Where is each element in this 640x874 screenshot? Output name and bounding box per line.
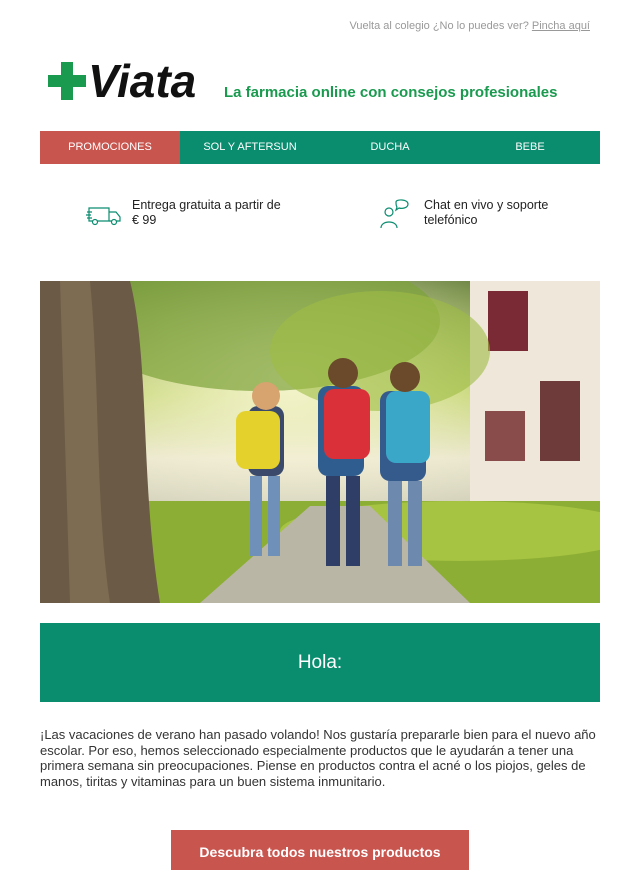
hero-image[interactable] [40,281,600,603]
preheader [349,20,590,32]
hero-image-graphic [40,281,600,603]
discover-products-button[interactable]: Descubra todos nuestros productos [171,830,469,870]
feature-free-delivery-text: Entrega gratuita a partir de € 99 [132,198,281,227]
main-nav [40,131,600,164]
preheader-text: Vuelta al colegio ¿No lo puedes ver? [349,20,529,32]
nav-item-sol-aftersun[interactable]: SOL Y AFTERSUN [203,141,297,153]
delivery-truck-icon [86,198,124,230]
pharmacy-cross-icon [48,62,86,100]
tagline: La farmacia online con consejos profesionales [224,84,558,101]
feature-live-chat-text: Chat en vivo y soporte telefónico [424,198,549,227]
intro-paragraph: ¡Las vacaciones de verano han pasado volando! Nos gustaría prepararle bien para el nuevo año escolar. Por eso, hemos seleccionado especialmente productos que le ayudarán a tener una primera semana sin preocupaciones. Piense en productos contra el acné o los piojos, geles de manos, tiritas y vitaminas para un buen sistema inmunitario. [40,727,596,789]
nav-item-promociones[interactable]: PROMOCIONES [40,131,180,164]
greeting-banner: Hola: [40,623,600,702]
brand-name: Viata [88,55,197,107]
nav-item-ducha[interactable]: DUCHA [370,141,410,153]
view-online-link[interactable]: Pincha aquí [531,20,590,32]
logo[interactable] [48,55,568,107]
feature-free-delivery [86,198,282,230]
features-bar [0,198,640,238]
chat-support-icon [378,198,416,230]
nav-item-bebe[interactable]: BEBE [515,141,545,153]
feature-live-chat [378,198,574,230]
